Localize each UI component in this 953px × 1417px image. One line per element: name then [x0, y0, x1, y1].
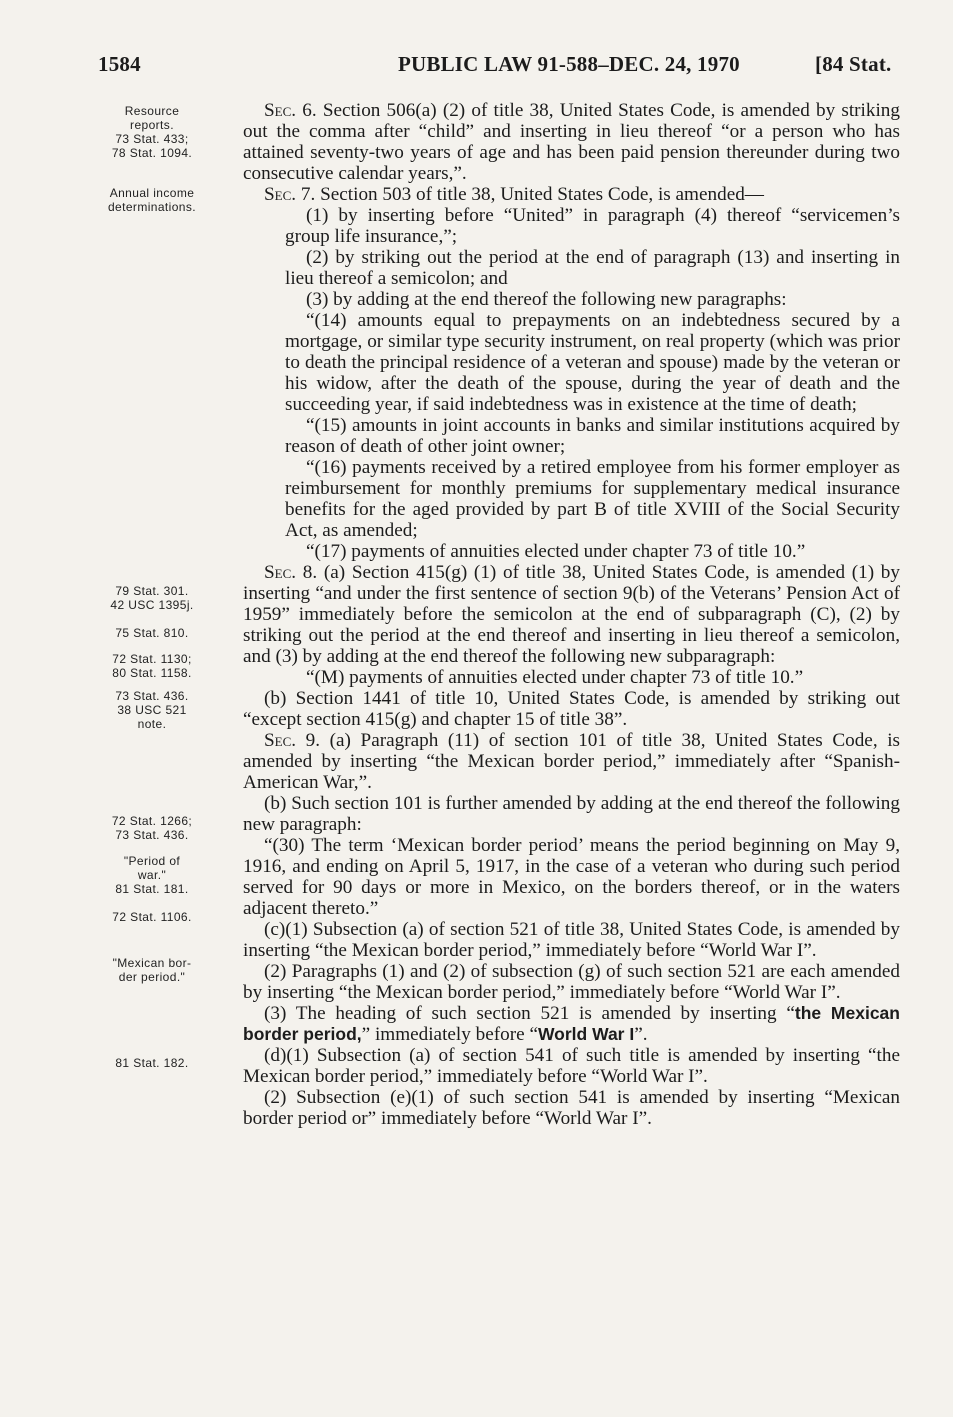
page-number: 1584: [98, 52, 141, 76]
paragraph-14: “(14) amounts equal to prepayments on an indebtedness secured by a mortgage, or similar type security instrument, on real property (which was prior to death the principal residence of a veteran and spouse) made by the veteran or his widow, after the death of the spouse, during the year of death and the succeeding year, if said indebtedness was in existence at the time of death;: [285, 310, 900, 415]
margin-note-75-stat: 75 Stat. 810.: [115, 626, 189, 640]
stat-reference: [84 Stat.: [815, 52, 892, 76]
section-8b: (b) Section 1441 of title 10, United States Code, is amended by striking out “except section 415(g) and chapter 15 of title 38”.: [243, 688, 900, 730]
running-title: PUBLIC LAW 91-588–DEC. 24, 1970: [398, 52, 740, 76]
section-7: Sec. 7. Section 503 of title 38, United States Code, is amended—: [264, 184, 764, 205]
margin-note-period-of-war: "Period of war." 81 Stat. 181.: [115, 854, 189, 896]
section-9b: (b) Such section 101 is further amended by adding at the end thereof the following new paragraph:: [243, 793, 900, 835]
body-text: [243, 100, 900, 1129]
margin-note-72-stat-1106: 72 Stat. 1106.: [112, 910, 192, 924]
paragraph-16: “(16) payments received by a retired employee from his former employer as reimbursement for monthly premiums for supplementary medical insurance benefits for the aged provided by part B of title XVIII of the Social Security Act, as amended;: [285, 457, 900, 541]
section-9c2: (2) Paragraphs (1) and (2) of subsection (g) of such section 521 are each amended by inserting “the Mexican border period,” immediately before “World War I”.: [243, 961, 900, 1003]
section-9d1: (d)(1) Subsection (a) of section 541 of such title is amended by inserting “the Mexican border period,” immediately before “World War I”.: [243, 1045, 900, 1087]
section-9c1: (c)(1) Subsection (a) of section 521 of title 38, United States Code, is amended by inserting “the Mexican border period,” immediately before “World War I”.: [243, 919, 900, 961]
margin-note-79-stat: 79 Stat. 301. 42 USC 1395j.: [110, 584, 194, 612]
section-8a: Sec. 8. (a) Section 415(g) (1) of title 38, United States Code, is amended (1) by inserting “and under the first sentence of section 9(b) of the Veterans’ Pension Act of 1959” immediately before the semicolon at the end of subparagraph (C), (2) by striking out the period at the end thereof and inserting in lieu thereof a semicolon, and (3) by adding at the end thereof the following new subparagraph:: [243, 562, 900, 667]
margin-note-72-stat-1266: 72 Stat. 1266; 73 Stat. 436.: [111, 814, 193, 842]
paragraph-17: “(17) payments of annuities elected under chapter 73 of title 10.”: [306, 541, 806, 562]
margin-note-72-stat-1130: 72 Stat. 1130; 80 Stat. 1158.: [112, 652, 192, 680]
paragraph-15: “(15) amounts in joint accounts in banks and similar institutions acquired by reason of death of other joint owner;: [285, 415, 900, 457]
section-6: Sec. 6. Section 506(a) (2) of title 38, United States Code, is amended by striking out the comma after “child” and inserting in lieu thereof “or a person who has attained seventy-two years of age and has been paid pension thereunder during two consecutive calendar years,”.: [243, 100, 900, 184]
section-9d2: (2) Subsection (e)(1) of such section 541 is amended by inserting “Mexican border period or” immediately before “World War I”.: [243, 1087, 900, 1129]
section-7-item-3: (3) by adding at the end thereof the following new paragraphs:: [306, 289, 787, 310]
subparagraph-m: “(M) payments of annuities elected under chapter 73 of title 10.”: [306, 667, 804, 688]
section-7-item-2: (2) by striking out the period at the end of paragraph (13) and inserting in lieu thereof a semicolon; and: [285, 247, 900, 289]
margin-note-81-stat-182: 81 Stat. 182.: [115, 1056, 189, 1070]
margin-note-resource-reports: Resource reports. 73 Stat. 433; 78 Stat. 1094.: [111, 104, 193, 160]
margin-note-73-stat-436: 73 Stat. 436. 38 USC 521 note.: [115, 689, 189, 731]
margin-note-mexican-border-period: "Mexican bor- der period.": [112, 956, 192, 984]
margin-note-annual-income: Annual income determinations.: [107, 186, 197, 214]
paragraph-30: “(30) The term ‘Mexican border period’ means the period beginning on May 9, 1916, and ending on April 5, 1917, in the case of a veteran who during such period served for 90 days or more in Mexico, on the borders thereof, or in the waters adjacent thereto.”: [243, 835, 900, 919]
section-7-item-1: (1) by inserting before “United” in paragraph (4) thereof “servicemen’s group life insurance,”;: [285, 205, 900, 247]
section-9c3: (3) The heading of such section 521 is amended by inserting “the Mexican border period,” immediately before “World War I”.: [243, 1003, 900, 1045]
section-9a: Sec. 9. (a) Paragraph (11) of section 101 of title 38, United States Code, is amended by inserting “the Mexican border period,” immediately after “Spanish-American War,”.: [243, 730, 900, 793]
